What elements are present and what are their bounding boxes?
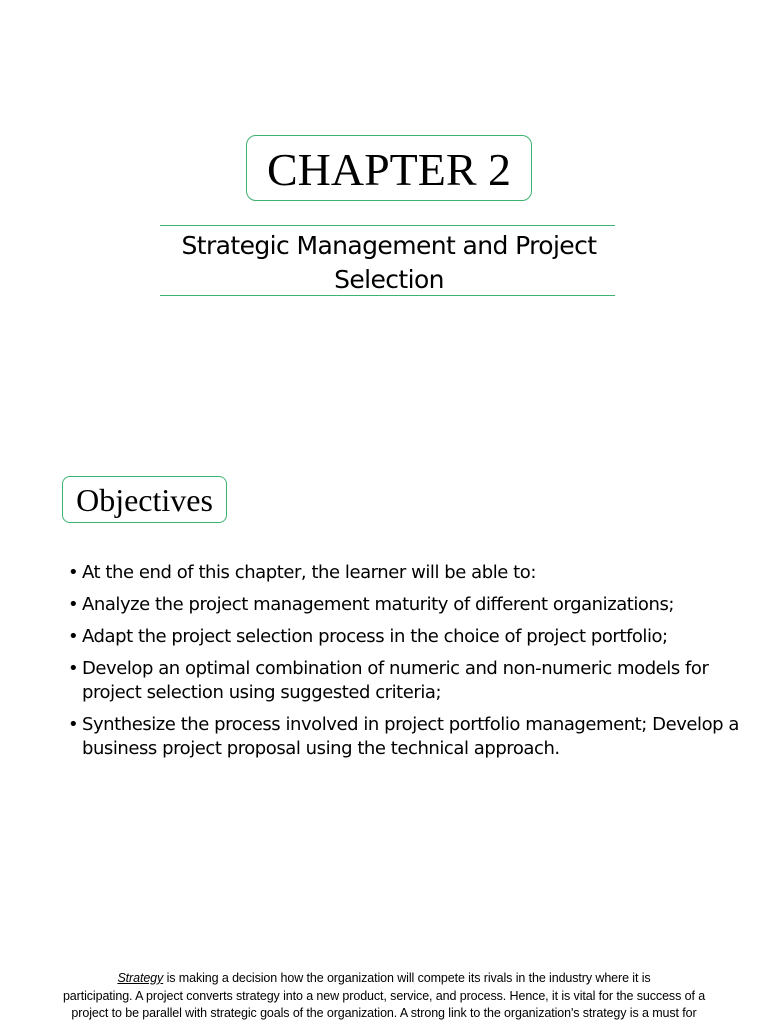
- objective-item: • Synthesize the process involved in project portfolio management; Develop a business project proposal using the technical approach.: [68, 713, 748, 761]
- objective-item: • Adapt the project selection process in the choice of project portfolio;: [68, 625, 748, 649]
- chapter-title-box: [246, 135, 532, 201]
- objective-item: • At the end of this chapter, the learner will be able to:: [68, 561, 748, 585]
- subtitle-line-2: Selection: [334, 265, 444, 294]
- objectives-heading-box: [62, 476, 227, 523]
- objective-item: • Develop an optimal combination of numeric and non-numeric models for project selection using suggested criteria;: [68, 657, 748, 705]
- objectives-list: [68, 561, 748, 769]
- objectives-heading: Objectives: [76, 481, 213, 518]
- strategy-paragraph: [30, 970, 738, 1023]
- paragraph-line-1-text: is making a decision how the organization will compete its rivals in the industry where it is: [163, 971, 651, 985]
- chapter-title: CHAPTER 2: [266, 144, 512, 195]
- strategy-term: Strategy: [117, 971, 164, 985]
- paragraph-line-1: [30, 970, 738, 988]
- paragraph-line-2: participating. A project converts strategy into a new product, service, and process. Hence, it is vital for the success of a: [62, 988, 706, 1003]
- chapter-subtitle: [140, 229, 638, 297]
- objective-item: • Analyze the project management maturity of different organizations;: [68, 593, 748, 617]
- subtitle-top-rule: [160, 225, 615, 226]
- subtitle-bottom-rule: [160, 295, 615, 296]
- paragraph-line-3: project to be parallel with strategic goals of the organization. A strong link to the organization's strategy is a must for: [71, 1006, 697, 1020]
- subtitle-line-1: Strategic Management and Project: [181, 231, 597, 260]
